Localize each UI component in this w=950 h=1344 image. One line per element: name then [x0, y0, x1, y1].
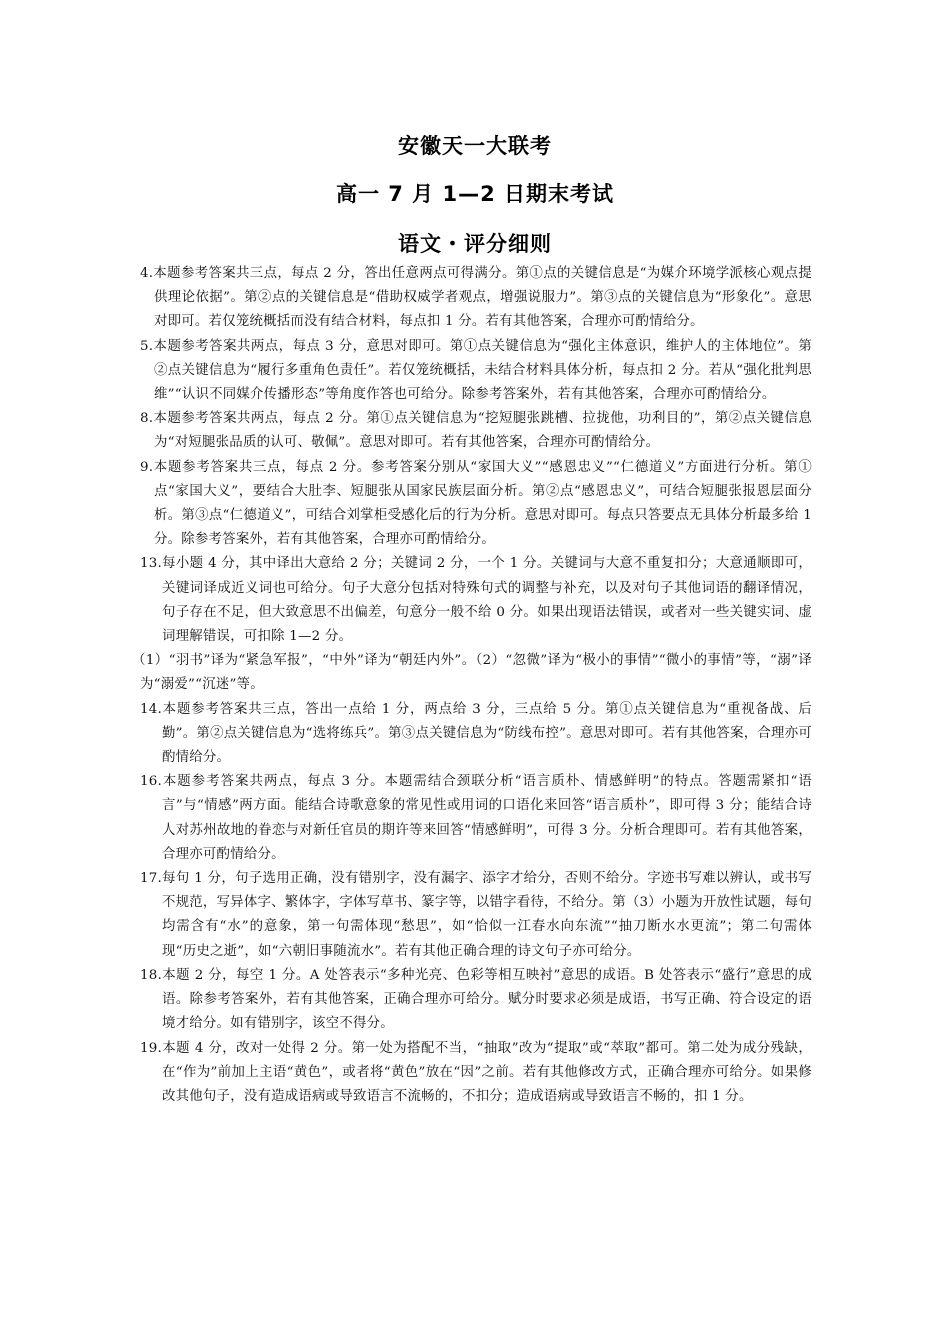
- rule-text: （1）“羽书”译为“紧急军报”，“中外”译为“朝廷内外”。（2）“忽微”译为“极小的事情”“微小的事情”等，“溺”译为“溺爱”“沉迷”等。: [132, 653, 812, 693]
- subject-title: 语文・评分细则: [398, 232, 552, 256]
- rule-item-19: [140, 1037, 812, 1110]
- rule-number: 17.: [140, 871, 163, 887]
- scoring-rules-body: [132, 262, 812, 1109]
- rule-number: 9.: [140, 459, 154, 475]
- rule-number: 16.: [140, 774, 163, 790]
- rule-item-17: [140, 867, 812, 964]
- rule-number: 4.: [140, 266, 154, 281]
- rule-number: 8.: [140, 411, 154, 427]
- rule-number: 5.: [140, 338, 154, 354]
- rule-item-14: [140, 698, 812, 771]
- exam-organizer-title: 安徽天一大联考: [398, 134, 552, 158]
- rule-text: 本题 4 分，改对一处得 2 分。第一处为搭配不当，“抽取”改为“提取”或“萃取”都可。第二处为成分残缺，在“作为”前加上主语“黄色”，或者将“黄色”放在“因”之前。若有其他修改方式，正确合理亦可给分。如果修改其他句子，没有造成语病或导致语言不流畅的，不扣分；造成语病或导致语言不畅的，扣 1 分。: [162, 1040, 812, 1104]
- rule-text: 本题参考答案共三点，每点 2 分，答出任意两点可得满分。第①点的关键信息是“为媒介环境学派核心观点提供理论依据”。第②点的关键信息是“借助权威学者观点，增强说服力”。第③点的关键信息为“形象化”。意思对即可。若仅笼统概括而没有结合材料，每点扣 1 分。若有其他答案，合理亦可酌情给分。: [153, 266, 812, 330]
- rule-number: 19.: [140, 1040, 163, 1056]
- rule-text: 本题参考答案共两点，每点 2 分。第①点关键信息为“挖短腿张跳槽、拉拢他，功利目的”，第②点关键信息为“对短腿张品质的认可、敬佩”。意思对即可。若有其他答案，合理亦可酌情给分。: [153, 411, 812, 451]
- rule-number: 18.: [140, 967, 163, 983]
- rule-item-13-answers: [132, 649, 812, 697]
- rule-text: 每句 1 分，句子选用正确，没有错别字，没有漏字、添字才给分，否则不给分。字迹书写难以辨认，或书写不规范，写异体字、繁体字，字体写草书、篆字等，以错字看待，不给分。第（3）小题为开放性试题，每句均需含有“水”的意象，第一句需体现“愁思”，如“恰似一江春水向东流”“抽刀断水水更流”；第二句需体现“历史之逝”，如“六朝旧事随流水”。若有其他正确合理的诗文句子亦可给分。: [162, 871, 812, 959]
- exam-name-title: 高一 7 月 1—2 日期末考试: [335, 182, 615, 206]
- rule-number: 13.: [140, 556, 163, 572]
- rule-text: 本题参考答案共三点，每点 2 分。参考答案分别从“家国大义”“感恩忠义”“仁德道义”方面进行分析。第①点“家国大义”，要结合大肚李、短腿张从国家民族层面分析。第②点“感恩忠义”，可结合短腿张报恩层面分析。第③点“仁德道义”，可结合刘掌柜受感化后的行为分析。意思对即可。每点只答要点无具体分析最多给 1 分。除参考答案外，若有其他答案，合理亦可酌情给分。: [153, 459, 812, 548]
- rule-item-4: [140, 262, 812, 335]
- rule-item-9: [140, 456, 812, 553]
- rule-item-18: [140, 964, 812, 1037]
- rule-number: 14.: [140, 701, 163, 717]
- rule-item-5: [140, 335, 812, 408]
- rule-text: 本题 2 分，每空 1 分。A 处答表示“多种光亮、色彩等相互映衬”意思的成语。B 处答表示“盛行”意思的成语。除参考答案外，若有其他答案，正确合理亦可给分。赋分时要求必须是成语，书写正确、符合设定的语境才给分。如有错别字，该空不得分。: [162, 967, 812, 1032]
- rule-text: 每小题 4 分，其中译出大意给 2 分；关键词 2 分，一个 1 分。关键词与大意不重复扣分；大意通顺即可，关键词译成近义词也可给分。句子大意分包括对特殊句式的调整与补充，以及对句子其他词语的翻译情况，句子存在不足，但大致意思不出偏差，句意分一般不给 0 分。如果出现语法错误，或者对一些关键实词、虚词理解错误，可扣除 1—2 分。: [162, 556, 812, 645]
- rule-item-8: [140, 407, 812, 455]
- rule-item-16: [140, 770, 812, 867]
- rule-text: 本题参考答案共三点，答出一点给 1 分，两点给 3 分，三点给 5 分。第①点关键信息为“重视备战、后勤”。第②点关键信息为“选将练兵”。第③点关键信息为“防线布控”。意思对即可。若有其他答案，合理亦可酌情给分。: [162, 701, 812, 766]
- rule-text: 本题参考答案共两点，每点 3 分，意思对即可。第①点关键信息为“强化主体意识，维护人的主体地位”。第②点关键信息为“履行多重角色责任”。若仅笼统概括，未结合材料具体分析，每点扣 2 分。若从“强化批判思维”“认识不同媒介传播形态”等角度作答也可给分。除参考答案外，若有其他答案，合理亦可酌情给分。: [153, 338, 812, 403]
- rule-item-13: [140, 552, 812, 649]
- rule-text: 本题参考答案共两点，每点 3 分。本题需结合颈联分析“语言质朴、情感鲜明”的特点。答题需紧扣“语言”与“情感”两方面。能结合诗歌意象的常见性或用词的口语化来回答“语言质朴”，即可得 3 分；能结合诗人对苏州故地的眷恋与对新任官员的期许等来回答“情感鲜明”，可得 3 分。分析合理即可。若有其他答案，合理亦可酌情给分。: [162, 774, 812, 862]
